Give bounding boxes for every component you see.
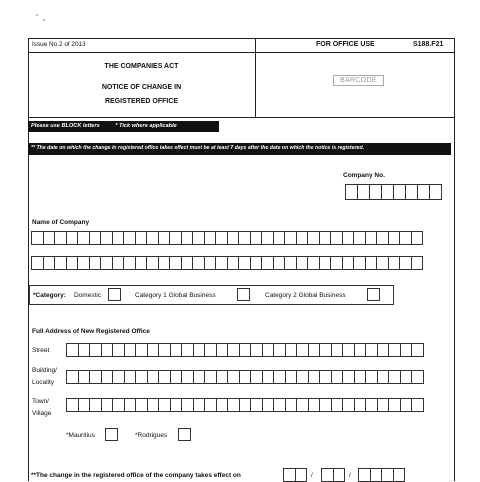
company-no-boxes[interactable] [345,184,441,200]
char-box[interactable] [411,343,424,357]
category1-checkbox[interactable] [237,288,250,301]
scan-mark [36,14,38,16]
mauritius-checkbox[interactable] [105,428,118,441]
tick-note: * Tick where applicable [115,123,177,129]
company-name-label: Name of Company [32,219,90,226]
char-box[interactable] [429,184,442,200]
header-bottom-rule [28,117,454,118]
town-boxes[interactable] [66,398,423,412]
company-name-line1[interactable] [31,231,422,245]
mauritius-label: *Mauritius [66,432,95,439]
date-separator: / [349,472,351,479]
rodrigues-label: *Rodrigues [135,432,168,439]
form-code: S188.F21 [413,41,444,48]
town-label-1: Town/ [32,398,49,405]
rodrigues-checkbox[interactable] [178,428,191,441]
notice-bar: ** The date on which the change in registered office takes effect must be at least 7 days after the date on which the notice is registered. [28,143,451,155]
category-label: *Category: [33,292,66,299]
form-title-line2: REGISTERED OFFICE [104,98,179,105]
char-box[interactable] [411,231,424,245]
category-option-cat2: Category 2 Global Business [265,292,346,299]
header-divider [255,38,256,117]
company-no-label: Company No. [343,172,385,179]
issue-number: Issue No.2 of 2013 [32,41,86,48]
category-option-domestic: Domestic [74,292,102,299]
category2-checkbox[interactable] [367,288,380,301]
act-title: THE COMPANIES ACT [104,63,179,70]
office-use-label: FOR OFFICE USE [316,41,375,48]
street-label: Street [32,347,50,354]
instruction-bar [28,121,219,132]
town-label-2: Village [32,410,52,417]
date-separator: / [311,472,313,479]
block-letters-note: Please use BLOCK letters [31,123,100,129]
barcode-box: BARCODE [333,75,384,86]
building-label-1: Building/ [32,367,57,374]
company-name-line2[interactable] [31,256,422,270]
effective-date-label: **The change in the registered office of the company takes effect on [31,472,241,479]
street-boxes[interactable] [66,343,423,357]
header-rule [28,52,454,53]
char-box[interactable] [411,398,424,412]
char-box[interactable] [411,256,424,270]
address-heading: Full Address of New Registered Office [32,328,150,335]
scan-mark [43,19,45,21]
building-boxes[interactable] [66,370,423,384]
char-box[interactable] [411,370,424,384]
building-label-2: Locality [32,379,55,386]
form-title-line1: NOTICE OF CHANGE IN [101,84,182,91]
domestic-checkbox[interactable] [108,288,121,301]
category-option-cat1: Category 1 Global Business [135,292,216,299]
